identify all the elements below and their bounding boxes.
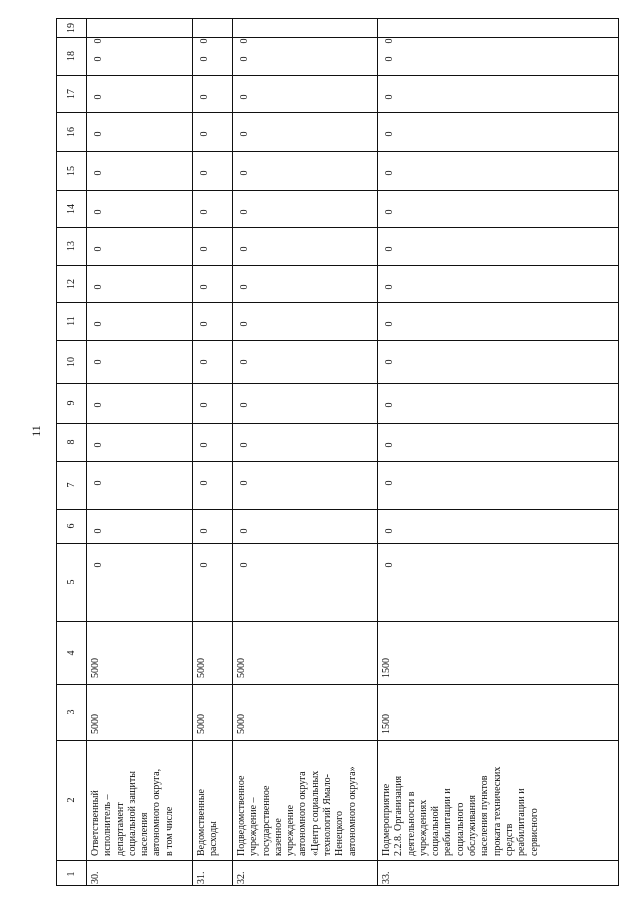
column-header: 14: [66, 203, 77, 214]
zero-value: 0: [384, 246, 395, 252]
column-header: 15: [66, 165, 77, 176]
column-header: 13: [66, 241, 77, 251]
zero-value: 0: [93, 170, 104, 176]
column-divider: [57, 740, 618, 741]
zero-value: 0: [384, 209, 395, 215]
zero-value: 0: [199, 359, 210, 365]
zero-value: 0: [239, 170, 250, 176]
zero-value: 0: [93, 562, 104, 568]
zero-value: 0: [199, 246, 210, 252]
column-header: 16: [66, 126, 77, 137]
row-name-line: реабилитации и: [442, 788, 454, 856]
row-name-line: социальной защиты: [126, 771, 138, 856]
amount-value: 5000: [90, 714, 101, 734]
zero-value: 0: [199, 38, 210, 44]
row-name-line: социальной: [430, 806, 442, 856]
column-divider: [57, 75, 618, 76]
zero-value: 0: [199, 442, 210, 448]
row-name-line: исполнитель –: [102, 794, 114, 856]
row-name-line: автономного округа»: [346, 766, 358, 856]
zero-value: 0: [239, 94, 250, 100]
row-name-line: социального: [454, 802, 466, 856]
row-name-line: населения: [139, 812, 151, 856]
row-name-line: деятельности в: [405, 791, 417, 856]
zero-value: 0: [93, 442, 104, 448]
zero-value: 0: [199, 56, 210, 62]
column-divider: [57, 302, 618, 303]
row-name-line: учреждениях: [417, 799, 429, 856]
zero-value: 0: [239, 402, 250, 408]
zero-value: 0: [239, 131, 250, 137]
zero-value: 0: [239, 528, 250, 534]
row-name-line: расходы: [208, 821, 220, 856]
row-name-line: технологий Ямало-: [322, 774, 334, 856]
row-number: 30.: [90, 871, 101, 884]
column-header: 7: [66, 482, 77, 488]
zero-value: 0: [93, 528, 104, 534]
zero-value: 0: [384, 402, 395, 408]
amount-value: 5000: [236, 658, 247, 678]
zero-value: 0: [199, 131, 210, 137]
column-header: 8: [66, 439, 77, 445]
row-name-line: Подведомственное: [236, 775, 247, 856]
zero-value: 0: [239, 359, 250, 365]
zero-value: 0: [93, 402, 104, 408]
zero-value: 0: [199, 170, 210, 176]
amount-value: 1500: [381, 658, 392, 678]
zero-value: 0: [199, 402, 210, 408]
zero-value: 0: [384, 528, 395, 534]
row-name-line: казенное: [272, 818, 284, 856]
row-divider: [192, 19, 193, 885]
zero-value: 0: [239, 284, 250, 290]
row-name-line: учреждение: [285, 804, 297, 856]
column-divider: [57, 509, 618, 510]
zero-value: 0: [93, 38, 104, 44]
zero-value: 0: [93, 359, 104, 365]
column-divider: [57, 265, 618, 266]
row-name: [381, 767, 541, 856]
zero-value: 0: [384, 56, 395, 62]
column-divider: [57, 151, 618, 152]
zero-value: 0: [239, 321, 250, 327]
row-divider: [377, 19, 378, 885]
column-header: 9: [66, 400, 77, 406]
row-name-line: департамент: [114, 802, 126, 856]
amount-value: 5000: [196, 714, 207, 734]
zero-value: 0: [93, 56, 104, 62]
row-name-line: 2.2.8. Организация: [393, 775, 405, 856]
column-divider: [57, 684, 618, 685]
zero-value: 0: [384, 131, 395, 137]
column-divider: [57, 383, 618, 384]
column-divider: [57, 190, 618, 191]
budget-table: [56, 18, 619, 886]
row-name-line: Подмероприятие: [381, 783, 392, 856]
row-name-line: учреждение –: [248, 797, 260, 856]
column-divider: [57, 37, 618, 38]
zero-value: 0: [239, 562, 250, 568]
column-header: 1: [66, 871, 77, 876]
row-name-line: государственное: [260, 785, 272, 856]
zero-value: 0: [199, 321, 210, 327]
row-name-line: реабилитации и: [516, 788, 528, 856]
zero-value: 0: [384, 38, 395, 44]
zero-value: 0: [384, 480, 395, 486]
column-header: 17: [66, 88, 77, 99]
zero-value: 0: [239, 209, 250, 215]
column-header: 10: [66, 356, 77, 367]
row-name: [90, 769, 176, 856]
column-divider: [57, 423, 618, 424]
column-header: 19: [66, 23, 77, 33]
zero-value: 0: [384, 284, 395, 290]
zero-value: 0: [199, 528, 210, 534]
row-name-line: Ненецкого: [334, 810, 346, 856]
zero-value: 0: [384, 442, 395, 448]
zero-value: 0: [199, 562, 210, 568]
column-divider: [57, 621, 618, 622]
row-number: 33.: [381, 871, 392, 884]
column-divider: [57, 543, 618, 544]
row-name-line: средств: [503, 823, 515, 856]
column-header: 4: [66, 650, 77, 655]
zero-value: 0: [384, 94, 395, 100]
row-name-line: проката технических: [491, 766, 503, 856]
row-name-line: Ответственный: [90, 790, 101, 856]
column-header: 5: [66, 579, 77, 585]
row-name-line: «Центр социальных: [309, 770, 321, 856]
column-divider: [57, 227, 618, 228]
amount-value: 5000: [90, 658, 101, 678]
zero-value: 0: [239, 56, 250, 62]
row-number: 31.: [196, 871, 207, 884]
row-name-line: сервисного: [528, 808, 540, 856]
column-header: 3: [66, 709, 77, 715]
row-name: [196, 789, 221, 856]
zero-value: 0: [199, 284, 210, 290]
zero-value: 0: [93, 131, 104, 137]
zero-value: 0: [384, 359, 395, 365]
zero-value: 0: [239, 442, 250, 448]
zero-value: 0: [199, 94, 210, 100]
column-header: 6: [66, 523, 77, 529]
zero-value: 0: [239, 38, 250, 44]
column-header: 18: [66, 51, 77, 61]
row-name-line: автономного округа,: [151, 768, 163, 856]
column-divider: [57, 860, 618, 861]
column-header: 2: [66, 797, 77, 803]
zero-value: 0: [93, 321, 104, 327]
amount-value: 5000: [236, 714, 247, 734]
row-name-line: населения пунктов: [479, 775, 491, 856]
zero-value: 0: [239, 480, 250, 486]
row-divider: [86, 19, 87, 885]
zero-value: 0: [384, 321, 395, 327]
zero-value: 0: [93, 209, 104, 215]
zero-value: 0: [93, 246, 104, 252]
row-name-line: автономного округа: [297, 771, 309, 856]
row-name-line: Ведомственные: [196, 789, 207, 856]
zero-value: 0: [384, 562, 395, 568]
amount-value: 1500: [381, 714, 392, 734]
zero-value: 0: [93, 480, 104, 486]
amount-value: 5000: [196, 658, 207, 678]
zero-value: 0: [199, 209, 210, 215]
zero-value: 0: [199, 480, 210, 486]
page-number: 11: [29, 425, 43, 437]
zero-value: 0: [239, 246, 250, 252]
row-name-line: обслуживания: [467, 795, 479, 856]
row-divider: [232, 19, 233, 885]
column-divider: [57, 112, 618, 113]
zero-value: 0: [93, 284, 104, 290]
column-divider: [57, 340, 618, 341]
row-name: [236, 766, 359, 856]
row-number: 32.: [236, 871, 247, 884]
column-header: 12: [66, 278, 77, 289]
zero-value: 0: [384, 170, 395, 176]
column-divider: [57, 461, 618, 462]
row-name-line: в том числе: [163, 806, 175, 856]
zero-value: 0: [93, 94, 104, 100]
column-header: 11: [66, 316, 77, 326]
